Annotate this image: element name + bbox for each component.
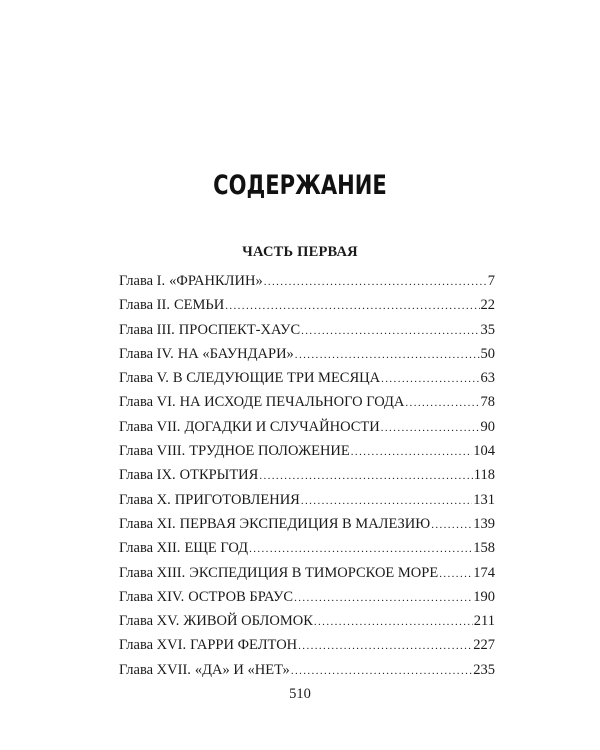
- toc-page-number: 235: [473, 661, 495, 678]
- toc-chapter-title: ЕЩЕ ГОД: [184, 540, 249, 557]
- part-title: ЧАСТЬ ПЕРВАЯ: [242, 244, 358, 260]
- toc-leader-dots: [439, 568, 472, 580]
- toc-page-number: 104: [473, 443, 495, 460]
- toc-chapter-number: Глава XVI.: [119, 637, 187, 654]
- toc-entry: [119, 370, 495, 394]
- toc-leader-dots: [301, 495, 472, 507]
- toc-page-number: 50: [480, 345, 495, 362]
- toc-entry: [119, 637, 495, 661]
- toc-chapter-title: ПРИГОТОВЛЕНИЯ: [174, 491, 300, 508]
- toc-entry: [119, 297, 495, 321]
- toc-chapter-title: «ДА» И «НЕТ»: [194, 661, 290, 678]
- toc-page-number: 227: [473, 637, 495, 654]
- toc-leader-dots: [351, 446, 472, 458]
- toc-chapter-title: ПЕРВАЯ ЭКСПЕДИЦИЯ В МАЛЕЗИЮ: [179, 515, 431, 532]
- toc-chapter-title: В СЛЕДУЮЩИЕ ТРИ МЕСЯЦА: [172, 370, 381, 387]
- toc-chapter-title: ЭКСПЕДИЦИЯ В ТИМОРСКОЕ МОРЕ: [189, 564, 439, 581]
- toc-chapter-number: Глава VIII.: [119, 443, 186, 460]
- toc-chapter-title: ДОГАДКИ И СЛУЧАЙНОСТИ: [184, 418, 380, 435]
- toc-chapter-title: ОТКРЫТИЯ: [179, 467, 259, 484]
- toc-chapter-number: Глава VI.: [119, 394, 176, 411]
- toc-entry: [119, 662, 495, 686]
- toc-chapter-number: Глава II.: [119, 297, 170, 314]
- toc-chapter-number: Глава VII.: [119, 418, 181, 435]
- toc-chapter-title: ПРОСПЕКТ-ХАУС: [178, 321, 301, 338]
- toc-chapter-number: Глава XV.: [119, 613, 180, 630]
- toc-chapter-title: ГАРРИ ФЕЛТОН: [190, 637, 298, 654]
- toc-page-number: 118: [473, 467, 495, 484]
- toc-chapter-number: Глава XIII.: [119, 564, 186, 581]
- toc-page-number: 158: [473, 540, 495, 557]
- toc-chapter-number: Глава IX.: [119, 467, 176, 484]
- toc-leader-dots: [291, 665, 472, 677]
- toc-chapter-number: Глава IV.: [119, 345, 174, 362]
- toc-entry: [119, 322, 495, 346]
- toc-leader-dots: [225, 300, 479, 312]
- toc-entry: [119, 516, 495, 540]
- toc-chapter-title: ОСТРОВ БРАУС: [188, 588, 294, 605]
- toc-chapter-number: Глава X.: [119, 491, 171, 508]
- toc-page-number: 131: [473, 491, 495, 508]
- toc-entry: [119, 346, 495, 370]
- toc-chapter-number: Глава III.: [119, 321, 175, 338]
- toc-entry: [119, 565, 495, 589]
- toc-chapter-number: Глава I.: [119, 273, 166, 289]
- contents-heading: СОДЕРЖАНИЕ: [213, 170, 387, 201]
- toc-chapter-number: Глава XII.: [119, 540, 181, 557]
- toc-leader-dots: [314, 616, 473, 628]
- toc-leader-dots: [381, 422, 480, 434]
- toc-chapter-number: Глава XI.: [119, 515, 176, 532]
- toc-chapter-title: «ФРАНКЛИН»: [169, 273, 263, 289]
- toc-page-number: 22: [480, 297, 495, 314]
- toc-entry: [119, 394, 495, 418]
- toc-page-number: 35: [480, 321, 495, 338]
- toc-chapter-title: ТРУДНОЕ ПОЛОЖЕНИЕ: [189, 443, 350, 460]
- toc-leader-dots: [295, 349, 480, 361]
- toc-entry: [119, 613, 495, 637]
- toc-leader-dots: [259, 470, 472, 482]
- toc-entry: [119, 589, 495, 613]
- toc-entry: [119, 467, 495, 491]
- table-of-contents: [119, 273, 495, 686]
- toc-page-number: 174: [473, 564, 495, 581]
- page-number: 510: [289, 686, 311, 702]
- toc-chapter-number: Глава XVII.: [119, 661, 191, 678]
- toc-page-number: 7: [487, 273, 495, 289]
- toc-leader-dots: [301, 325, 479, 337]
- toc-entry: [119, 540, 495, 564]
- toc-entry: [119, 273, 495, 297]
- toc-chapter-number: Глава XIV.: [119, 588, 185, 605]
- toc-leader-dots: [249, 543, 472, 555]
- toc-page-number: 211: [473, 613, 495, 630]
- toc-chapter-title: ЖИВОЙ ОБЛОМОК: [183, 613, 313, 630]
- toc-entry: [119, 443, 495, 467]
- toc-leader-dots: [294, 592, 472, 604]
- toc-page-number: 90: [480, 418, 495, 435]
- toc-page-number: 63: [480, 370, 495, 387]
- toc-entry: [119, 419, 495, 443]
- toc-leader-dots: [405, 397, 479, 409]
- toc-leader-dots: [298, 640, 472, 652]
- toc-chapter-number: Глава V.: [119, 370, 169, 387]
- toc-leader-dots: [431, 519, 472, 531]
- toc-entry: [119, 492, 495, 516]
- toc-chapter-title: НА ИСХОДЕ ПЕЧАЛЬНОГО ГОДА: [179, 394, 405, 411]
- toc-chapter-title: НА «БАУНДАРИ»: [177, 345, 294, 362]
- toc-page-number: 190: [473, 588, 495, 605]
- toc-chapter-title: СЕМЬИ: [173, 297, 225, 314]
- toc-page-number: 139: [473, 515, 495, 532]
- toc-page-number: 78: [480, 394, 495, 411]
- toc-leader-dots: [264, 276, 487, 288]
- toc-leader-dots: [381, 373, 479, 385]
